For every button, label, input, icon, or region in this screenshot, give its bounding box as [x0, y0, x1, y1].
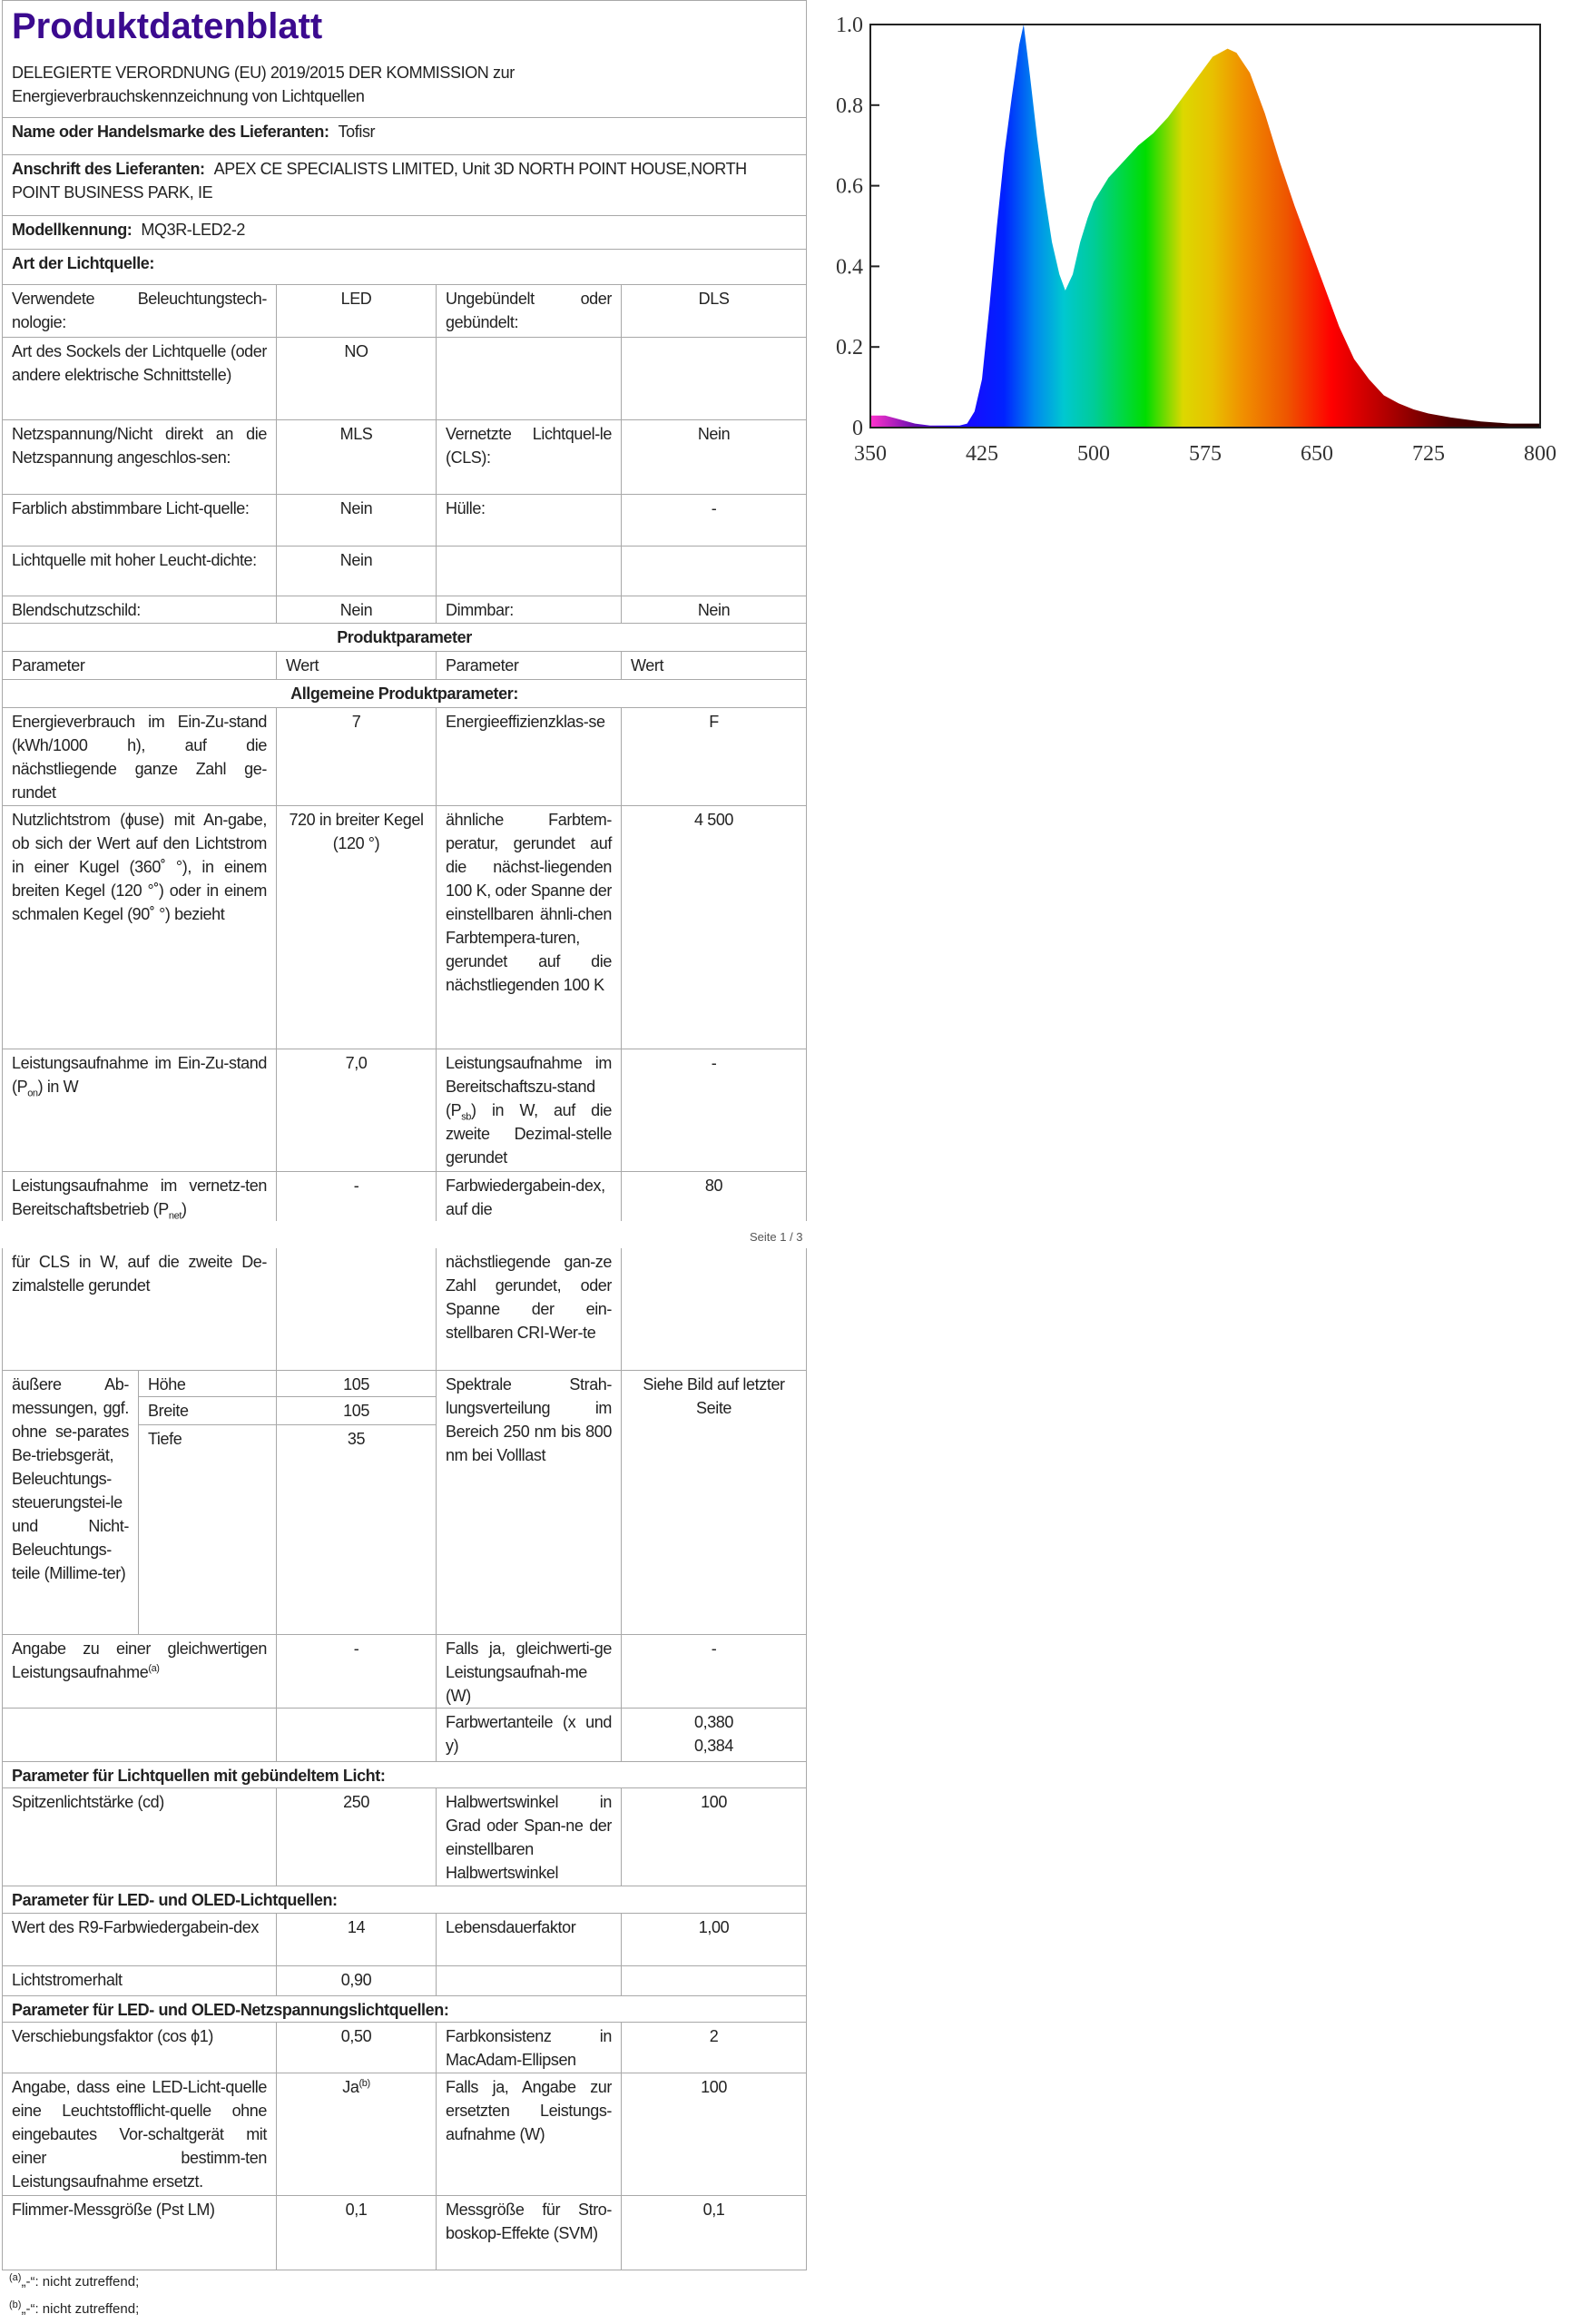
param-label: Netzspannung/Nicht direkt an die Netzspannung angeschlos-sen: — [3, 420, 277, 495]
table-row — [3, 1965, 807, 1995]
param-value: 0,90 — [277, 1965, 437, 1995]
param-value — [622, 338, 807, 420]
param-value: Nein — [277, 547, 437, 596]
param-value: NO — [277, 338, 437, 420]
param-label: Falls ja, gleichwerti-ge Leistungsaufnah-me (W) — [437, 1634, 622, 1708]
param-label: Spektrale Strah-lungsverteilung im Bereich 250 nm bis 800 nm bei Volllast — [437, 1370, 622, 1634]
param-value: Ja$^{(b)}$ — [277, 2073, 437, 2195]
param-value — [277, 1248, 437, 1370]
supplier-info-cell — [3, 216, 807, 250]
footnote-text: „-“: nicht zutreffend; — [21, 2274, 140, 2290]
param-label — [437, 338, 622, 420]
dimensions-label: äußere Ab-messungen, ggf. ohne se-parates Be-triebsgerät, Beleuchtungs-steuerungstei-le und Nicht-Beleuchtungs-teile (Millime-ter) — [3, 1370, 139, 1634]
page-title: Produktdatenblatt — [12, 6, 323, 46]
param-value: Nein — [622, 596, 807, 624]
section-heading: Allgemeine Produktparameter: — [3, 680, 807, 708]
table-row — [3, 216, 807, 250]
param-value: 4 500 — [622, 806, 807, 1049]
section-heading: Parameter für LED- und OLED-Lichtquellen: — [3, 1886, 807, 1913]
param-label: Spitzenlichtstärke (cd) — [3, 1787, 277, 1886]
table-row — [3, 708, 807, 806]
field-value: APEX CE SPECIALISTS LIMITED, Unit 3D NORTH POINT HOUSE,NORTH POINT BUSINESS PARK, IE — [12, 160, 747, 202]
param-value: 1,00 — [622, 1913, 807, 1965]
dimension-name: Tiefe — [139, 1424, 277, 1634]
param-label: nächstliegende gan-ze Zahl gerundet, oder Spanne der ein-stellbaren CRI-Wer-te — [437, 1248, 622, 1370]
param-label: Farblich abstimmbare Licht-quelle: — [3, 495, 277, 547]
table-row — [3, 1995, 807, 2022]
page-number: Seite 1 / 3 — [750, 1230, 803, 1244]
table-row — [3, 806, 807, 1049]
param-value: 80 — [622, 1172, 807, 1222]
param-value — [277, 1708, 437, 1761]
footnote-a — [9, 2274, 139, 2290]
field-label: Name oder Handelsmarke des Lieferanten: — [12, 123, 329, 141]
param-label: Nutzlichtstrom (ϕuse) mit An-gabe, ob sich der Wert auf den Lichtstrom in einer Kugel (360˚ °), in einem breiten Kegel (120 °˚) oder in einem schmalen Kegel (90˚ °) bezieht — [3, 806, 277, 1049]
section-heading: Parameter für LED- und OLED-Netzspannungslichtquellen: — [3, 1995, 807, 2022]
param-value: 7 — [277, 708, 437, 806]
table-row — [3, 1886, 807, 1913]
table-row — [3, 1248, 807, 1370]
dimension-name: Breite — [139, 1396, 277, 1424]
y-tick-label: 0.4 — [836, 255, 863, 280]
x-tick-label: 350 — [854, 442, 887, 466]
title-row — [3, 1, 807, 118]
column-header: Parameter — [437, 652, 622, 680]
param-label — [437, 1965, 622, 1995]
x-tick-label: 425 — [966, 442, 998, 466]
param-label: Leistungsaufnahme im Bereitschaftszu-stand $(P_{sb})$ in W, auf die zweite Dezimal-stelle gerundet — [437, 1049, 622, 1172]
field-label: Anschrift des Lieferanten: — [12, 160, 205, 178]
param-value: Nein — [277, 495, 437, 547]
table-row — [3, 680, 807, 708]
dimension-value: 105 — [277, 1370, 437, 1396]
table-row — [3, 155, 807, 216]
table-row — [3, 1634, 807, 1708]
y-tick-label: 0 — [852, 417, 863, 440]
dimension-value: 105 — [277, 1396, 437, 1424]
x-tick-label: 500 — [1077, 442, 1110, 466]
param-label: Blendschutzschild: — [3, 596, 277, 624]
param-value — [622, 547, 807, 596]
table-row — [3, 250, 807, 285]
field-value: MQ3R-LED2-2 — [141, 221, 246, 239]
param-value: Nein — [277, 596, 437, 624]
param-value: 100 — [622, 2073, 807, 2195]
param-value: MLS — [277, 420, 437, 495]
param-value: LED — [277, 285, 437, 338]
param-label — [437, 547, 622, 596]
table-row — [3, 2073, 807, 2195]
param-value: 100 — [622, 1787, 807, 1886]
param-label: Vernetzte Lichtquel-le (CLS): — [437, 420, 622, 495]
table-row — [3, 624, 807, 652]
param-label: Ungebündelt oder gebündelt: — [437, 285, 622, 338]
spectrum-area — [870, 25, 1540, 428]
table-row — [3, 1761, 807, 1787]
x-tick-label: 800 — [1524, 442, 1556, 466]
param-value — [622, 1248, 807, 1370]
param-label: Dimmbar: — [437, 596, 622, 624]
param-label: Art des Sockels der Lichtquelle (oder andere elektrische Schnittstelle) — [3, 338, 277, 420]
section-heading: Parameter für Lichtquellen mit gebündeltem Licht: — [3, 1761, 807, 1787]
table-row — [3, 1913, 807, 1965]
y-tick-label: 0.8 — [836, 94, 863, 118]
y-tick-label: 1.0 — [836, 14, 863, 37]
param-value: 720 in breiter Kegel (120 °) — [277, 806, 437, 1049]
param-value: 0,1 — [622, 2195, 807, 2270]
param-label: Farbwiedergabein-dex, auf die — [437, 1172, 622, 1222]
table-row — [3, 547, 807, 596]
param-label: Messgröße für Stro-boskop-Effekte (SVM) — [437, 2195, 622, 2270]
param-value: F — [622, 708, 807, 806]
table-row — [3, 1049, 807, 1172]
param-label: Lichtquelle mit hoher Leucht-dichte: — [3, 547, 277, 596]
param-label: Lebensdauerfaktor — [437, 1913, 622, 1965]
table-row — [3, 1787, 807, 1886]
regulation-line: Energieverbrauchskennzeichnung von Lichtquellen — [12, 87, 365, 105]
spectral-distribution-chart — [817, 0, 1571, 472]
table-row — [3, 1172, 807, 1222]
param-label: Verwendete Beleuchtungstech-nologie: — [3, 285, 277, 338]
param-value: Siehe Bild auf letzter Seite — [622, 1370, 807, 1634]
x-tick-label: 725 — [1412, 442, 1445, 466]
param-value: - — [622, 1049, 807, 1172]
param-label: ähnliche Farbtem-peratur, gerundet auf die nächst-liegenden 100 K, oder Spanne der einstellbaren ähnli-chen Farbtempera-turen, gerundet auf die nächstliegenden 100 K — [437, 806, 622, 1049]
dimension-value: 35 — [277, 1424, 437, 1634]
section-heading: Produktparameter — [3, 624, 807, 652]
param-label: Energieverbrauch im Ein-Zu-stand (kWh/1000 h), auf die nächstliegende ganze Zahl ge-rundet — [3, 708, 277, 806]
product-datasheet-table-page1 — [2, 0, 807, 1221]
field-value: Tofisr — [338, 123, 376, 141]
regulation-line: DELEGIERTE VERORDNUNG (EU) 2019/2015 DER KOMMISSION zur — [12, 64, 515, 82]
param-value: 14 — [277, 1913, 437, 1965]
param-value: Nein — [622, 420, 807, 495]
param-label: Wert des R9-Farbwiedergabein-dex — [3, 1913, 277, 1965]
param-value: 7,0 — [277, 1049, 437, 1172]
param-label: Energieeffizienzklas-se — [437, 708, 622, 806]
product-datasheet-table-page2 — [2, 1248, 807, 2270]
table-row — [3, 1370, 807, 1396]
table-row — [3, 596, 807, 624]
table-row — [3, 338, 807, 420]
column-header: Wert — [277, 652, 437, 680]
param-value: 0,50 — [277, 2022, 437, 2073]
column-header: Parameter — [3, 652, 277, 680]
y-tick-label: 0.2 — [836, 336, 863, 360]
dimension-name: Höhe — [139, 1370, 277, 1396]
param-value: - — [277, 1634, 437, 1708]
param-label: Hülle: — [437, 495, 622, 547]
y-tick-label: 0.6 — [836, 174, 863, 199]
param-label: Verschiebungsfaktor (cos ϕ1) — [3, 2022, 277, 2073]
table-row — [3, 118, 807, 155]
table-row — [3, 2022, 807, 2073]
footnote-text: „-“: nicht zutreffend; — [21, 2301, 140, 2317]
x-tick-label: 650 — [1301, 442, 1333, 466]
footnote-mark: (b) — [9, 2299, 22, 2310]
param-value: 0,1 — [277, 2195, 437, 2270]
supplier-info-cell — [3, 118, 807, 155]
param-label — [3, 1708, 277, 1761]
param-label: Farbwertanteile (x und y) — [437, 1708, 622, 1761]
table-row — [3, 652, 807, 680]
param-label: Flimmer-Messgröße (Pst LM) — [3, 2195, 277, 2270]
param-value: - — [622, 1634, 807, 1708]
section-heading: Art der Lichtquelle: — [3, 250, 807, 285]
table-row — [3, 420, 807, 495]
param-value: - — [277, 1172, 437, 1222]
param-value: DLS — [622, 285, 807, 338]
field-label: Modellkennung: — [12, 221, 133, 239]
supplier-info-cell — [3, 155, 807, 216]
param-value: 0,380 0,384 — [622, 1708, 807, 1761]
column-header: Wert — [622, 652, 807, 680]
footnote-mark: (a) — [9, 2272, 22, 2283]
regulation-text — [12, 61, 797, 108]
table-row — [3, 2195, 807, 2270]
param-value: 250 — [277, 1787, 437, 1886]
param-label: Halbwertswinkel in Grad oder Span-ne der einstellbaren Halbwertswinkel — [437, 1787, 622, 1886]
table-row — [3, 495, 807, 547]
table-row — [3, 285, 807, 338]
param-value: 2 — [622, 2022, 807, 2073]
param-label: für CLS in W, auf die zweite De-zimalstelle gerundet — [3, 1248, 277, 1370]
param-value — [622, 1965, 807, 1995]
param-label: Leistungsaufnahme im vernetz-ten Bereitschaftsbetrieb $(P_{net})$ — [3, 1172, 277, 1222]
table-row — [3, 1708, 807, 1761]
param-value: - — [622, 495, 807, 547]
param-label: Farbkonsistenz in MacAdam-Ellipsen — [437, 2022, 622, 2073]
param-label: Angabe, dass eine LED-Licht-quelle eine Leuchtstofflicht-quelle ohne eingebautes Vor-schaltgerät mit einer bestimm-ten Leistungsaufnahme ersetzt. — [3, 2073, 277, 2195]
param-label: Leistungsaufnahme im Ein-Zu-stand $(P_{on})$ in W — [3, 1049, 277, 1172]
param-label: Lichtstromerhalt — [3, 1965, 277, 1995]
x-tick-label: 575 — [1189, 442, 1222, 466]
footnote-b — [9, 2301, 139, 2317]
param-label: Falls ja, Angabe zur ersetzten Leistungs-aufnahme (W) — [437, 2073, 622, 2195]
param-label: Angabe zu einer gleichwertigen Leistungsaufnahme$^{(a)}$ — [3, 1634, 277, 1708]
